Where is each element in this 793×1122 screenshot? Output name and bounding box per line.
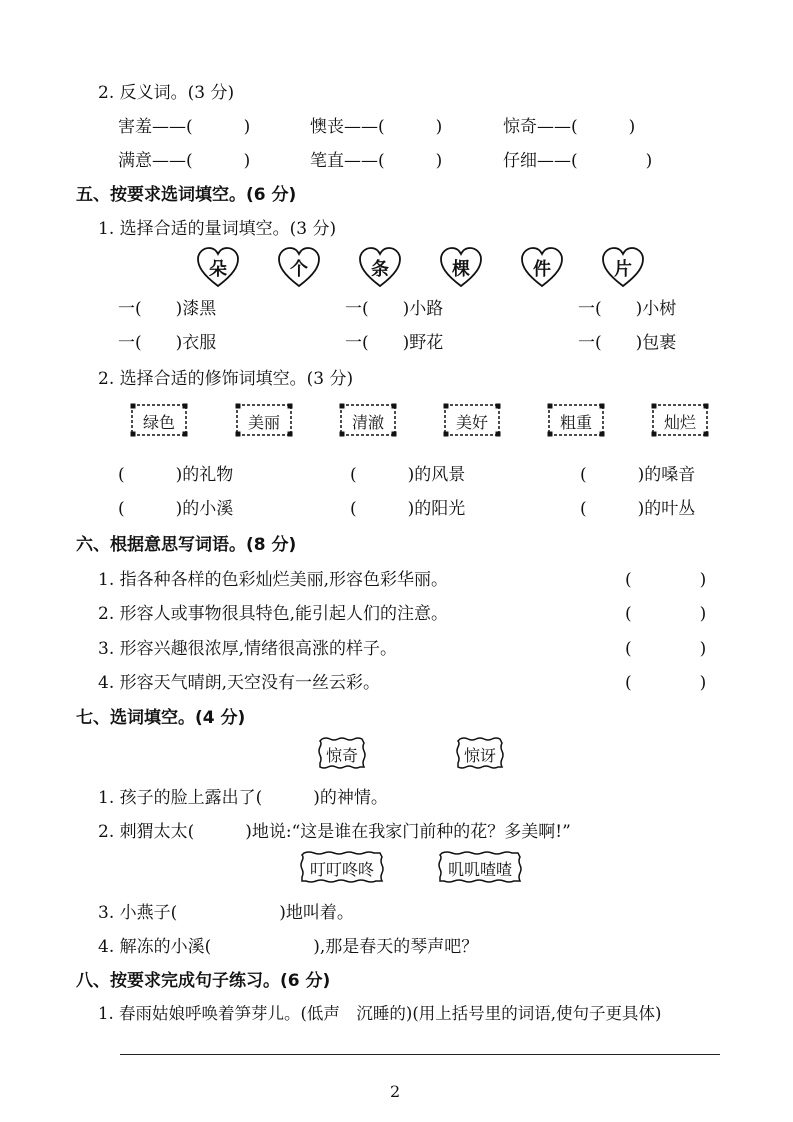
modifier-word-label: 美好 [455,413,488,432]
antonym-title: 2. 反义词。(3 分) [98,83,235,103]
modifier-word-label: 粗重 [559,413,592,432]
measure-blank: 一( )衣服 [118,333,217,353]
page-number: 2 [390,1082,401,1101]
heart-word-label: 片 [614,259,632,280]
antonym-item: 惊奇——( ) [503,117,636,137]
modifier-word-box [651,403,709,437]
definition-blank: ( ) [625,673,707,693]
modifier-word-label: 灿烂 [663,413,696,432]
antonym-item: 懊丧——( ) [310,117,443,137]
choice-word-label: 惊奇 [325,746,358,765]
heart-word-label: 棵 [452,259,470,280]
modifier-blank: ( )的叶丛 [580,499,696,519]
antonym-item: 满意——( ) [118,151,251,171]
modifier-blank: ( )的小溪 [118,499,234,519]
measure-word-title: 1. 选择合适的量词填空。(3 分) [98,219,337,239]
modifier-blank: ( )的礼物 [118,465,234,485]
choice-word-box [438,851,522,883]
heart-word-label: 件 [533,259,551,280]
measure-blank: 一( )小树 [578,299,677,319]
modifier-blank: ( )的风景 [350,465,466,485]
heart-word [358,246,402,290]
definition-blank: ( ) [625,639,707,659]
antonym-item: 仔细——( ) [503,151,653,171]
modifier-word-box [235,403,293,437]
heart-word-label: 条 [371,259,389,280]
choice-word-box [456,737,504,769]
fill-sentence: 3. 小燕子( )地叫着。 [98,903,354,923]
choice-word-box [318,737,366,769]
modifier-word-label: 美丽 [247,413,280,432]
modifier-blank: ( )的阳光 [350,499,466,519]
answer-line [120,1054,720,1055]
modifier-blank: ( )的嗓音 [580,465,696,485]
antonym-item: 笔直——( ) [310,151,443,171]
section-6-title: 六、根据意思写词语。(8 分) [76,535,297,555]
definition-item: 2. 形容人或事物很具特色,能引起人们的注意。 [98,604,449,624]
definition-item: 3. 形容兴趣很浓厚,情绪很高涨的样子。 [98,639,398,659]
measure-blank: 一( )小路 [345,299,444,319]
fill-sentence: 1. 孩子的脸上露出了( )的神情。 [98,788,388,808]
modifier-word-box [547,403,605,437]
choice-word-label: 叮叮咚咚 [309,860,374,879]
modifier-title: 2. 选择合适的修饰词填空。(3 分) [98,369,354,389]
definition-blank: ( ) [625,570,707,590]
modifier-word-box [130,403,188,437]
definition-item: 1. 指各种各样的色彩灿烂美丽,形容色彩华丽。 [98,570,449,590]
choice-word-box [300,851,384,883]
modifier-word-label: 绿色 [142,413,175,432]
fill-sentence: 2. 刺猬太太( )地说:“这是谁在我家门前种的花？多美啊!” [98,822,571,842]
choice-word-label: 惊讶 [463,746,496,765]
modifier-word-box [339,403,397,437]
heart-word [520,246,564,290]
heart-word-label: 朵 [209,259,227,280]
heart-word [196,246,240,290]
section-5-title: 五、按要求选词填空。(6 分) [76,185,297,205]
fill-sentence: 4. 解冻的小溪( ),那是春天的琴声吧？ [98,937,479,957]
section-8-title: 八、按要求完成句子练习。(6 分) [76,971,331,991]
heart-word [277,246,321,290]
modifier-word-label: 清澈 [351,413,384,432]
definition-blank: ( ) [625,604,707,624]
sentence-exercise: 1. 春雨姑娘呼唤着笋芽儿。(低声 沉睡的)(用上括号里的词语,使句子更具体) [98,1004,662,1023]
section-7-title: 七、选词填空。(4 分) [76,708,246,728]
modifier-word-box [443,403,501,437]
measure-blank: 一( )包裹 [578,333,677,353]
antonym-item: 害羞——( ) [118,117,251,137]
definition-item: 4. 形容天气晴朗,天空没有一丝云彩。 [98,673,381,693]
heart-word-label: 个 [290,259,308,280]
choice-word-label: 叽叽喳喳 [447,860,512,879]
heart-word [601,246,645,290]
heart-word [439,246,483,290]
measure-blank: 一( )漆黑 [118,299,217,319]
measure-blank: 一( )野花 [345,333,444,353]
